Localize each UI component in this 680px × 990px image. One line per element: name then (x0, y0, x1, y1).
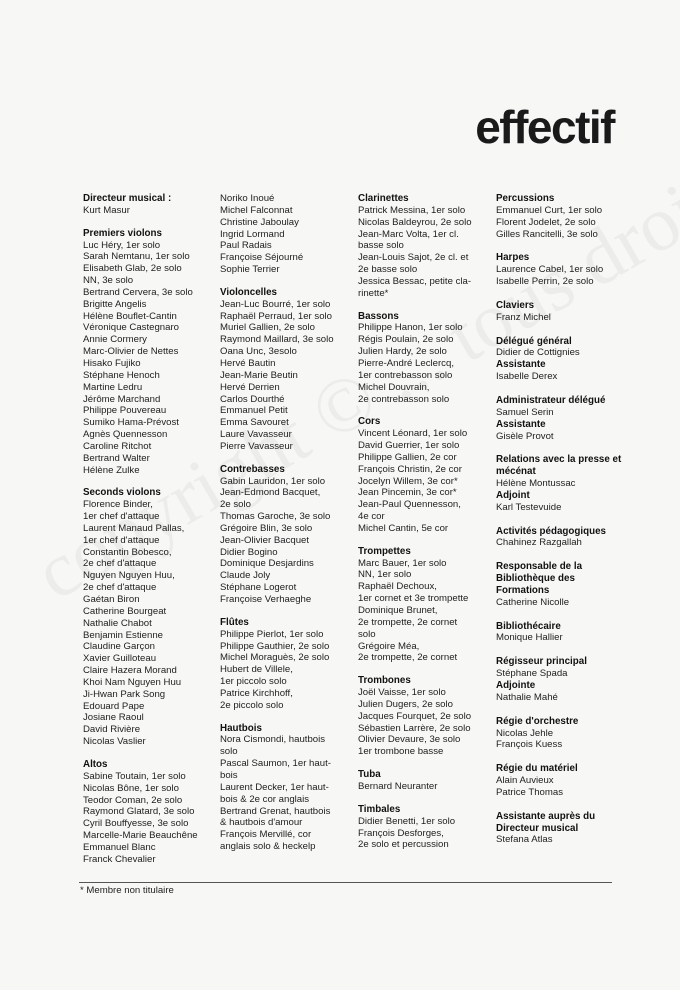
section-heading: Administrateur délégué (496, 394, 606, 406)
roster-line: 1er chef d'attaque (83, 511, 160, 523)
roster-line: Michel Cantin, 5e cor (358, 522, 449, 534)
roster-line: Catherine Nicolle (496, 596, 570, 608)
roster-line: Claire Hazera Morand (83, 665, 177, 677)
roster-line: Nicolas Vaslier (83, 736, 146, 748)
section-heading: Assistante auprès du Directeur musical (496, 810, 596, 834)
roster-line: Gilles Rancitelli, 3e solo (496, 228, 598, 240)
roster-line: Marcelle-Marie Beauchêne (83, 830, 198, 842)
roster-line: Raphaël Perraud, 1er solo (220, 310, 332, 322)
roster-line: Jean-Paul Quennesson, (358, 499, 461, 511)
roster-line: basse solo (358, 240, 404, 252)
roster-line: Philippe Pouvereau (83, 405, 167, 417)
roster-line: Grégoire Blin, 3e solo (220, 522, 313, 534)
roster-line: David Guerrier, 1er solo (358, 440, 460, 452)
section (83, 228, 211, 477)
roster-line: Constantin Bobesco, (83, 546, 172, 558)
roster-line: Philippe Hanon, 1er solo (358, 322, 463, 334)
roster-line: Claudine Garçon (83, 641, 155, 653)
section (496, 621, 624, 645)
section-heading: Harpes (496, 252, 530, 264)
roster-line: 1er piccolo solo (220, 676, 287, 688)
roster-line: bois (220, 769, 238, 781)
roster-line: Nathalie Chabot (83, 617, 152, 629)
roster-line: 2e chef d'attaque (83, 582, 157, 594)
roster-line: Claude Joly (220, 570, 271, 582)
roster-line: Luc Héry, 1er solo (83, 239, 161, 251)
roster-line: Kurt Masur (83, 204, 130, 216)
section (496, 336, 624, 360)
roster-line: François Mervillé, cor (220, 829, 312, 841)
roster-line: Jean-Olivier Bacquet (220, 534, 310, 546)
roster-line: Cyril Bouffyesse, 3e solo (83, 818, 189, 830)
roster-line: Emmanuel Curt, 1er solo (496, 204, 603, 216)
roster-line: Nguyen Nguyen Huu, (83, 570, 175, 582)
roster-line: Sophie Terrier (220, 264, 280, 276)
section (496, 359, 624, 383)
section (358, 769, 486, 793)
roster-line: Didier Benetti, 1er solo (358, 815, 456, 827)
roster-line: Stéphane Spada (496, 668, 568, 680)
roster-line: solo (358, 628, 376, 640)
section-heading: Régie d'orchestre (496, 715, 579, 727)
roster-line: Jessica Bessac, petite cla- (358, 275, 472, 287)
roster-line: François Kuess (496, 739, 563, 751)
section-heading: Régie du matériel (496, 763, 578, 775)
roster-line: Raymond Glatard, 3e solo (83, 806, 195, 818)
roster-line: 4e cor (358, 511, 385, 523)
section-heading: Cors (358, 416, 381, 428)
roster-line: Gabin Lauridon, 1er solo (220, 475, 326, 487)
roster-line: Nicolas Baldeyrou, 2e solo (358, 216, 472, 228)
section-heading: Flûtes (220, 616, 249, 628)
section-heading: Timbales (358, 803, 401, 815)
roster-line: Françoise Verhaeghe (220, 594, 312, 605)
section-heading: Adjointe (496, 680, 536, 691)
roster-line: Thomas Garoche, 3e solo (220, 511, 331, 523)
roster-line: solo (220, 746, 238, 758)
footnote-divider (79, 882, 612, 883)
roster-line: Edouard Pape (83, 700, 145, 712)
section (358, 311, 486, 406)
roster-line: rinette* (358, 287, 389, 299)
section-heading: Délégué général (496, 335, 572, 347)
roster-line: Muriel Gallien, 2e solo (220, 322, 315, 334)
roster-line: Samuel Serin (496, 406, 554, 418)
roster-line: Gaétan Biron (83, 594, 140, 605)
section (496, 811, 624, 847)
roster-line: 2e basse solo (358, 264, 418, 276)
roster-line: Nicolas Bône, 1er solo (83, 782, 179, 794)
section (496, 763, 624, 799)
roster-line: Pierre Vavasseur (220, 440, 293, 452)
roster-line: David Rivière (83, 724, 141, 736)
roster-line: Michel Douvrain, (358, 381, 430, 393)
roster-line: Jocelyn Willem, 3e cor* (358, 475, 458, 487)
roster-line: Olivier Devaure, 3e solo (358, 734, 461, 746)
section (496, 561, 624, 608)
roster-line: Emmanuel Blanc (83, 841, 156, 853)
roster-line: Laurent Manaud Pallas, (83, 522, 185, 534)
section-heading: Assistante (496, 359, 546, 371)
roster-line: bois & 2e cor anglais (220, 793, 310, 805)
section (496, 526, 624, 550)
section-heading: Régisseur principal (496, 656, 587, 668)
roster-line: Hubert de Villele, (220, 664, 293, 676)
roster-line: Vincent Léonard, 1er solo (358, 428, 468, 440)
roster-line: Emmanuel Petit (220, 405, 288, 417)
roster-line: Noriko Inoué (220, 193, 275, 204)
roster-line: Jean Pincemin, 3e cor* (358, 487, 457, 499)
roster-line: Stefana Atlas (496, 834, 553, 846)
section (358, 804, 486, 851)
roster-line: Sumiko Hama-Prévost (83, 417, 179, 429)
roster-line: 1er contrebasson solo (358, 369, 453, 381)
roster-line: 2e trompette, 2e cornet (358, 616, 458, 628)
section (496, 490, 624, 514)
roster-line: Florence Binder, (83, 499, 153, 511)
roster-line: Hervé Derrien (220, 381, 280, 393)
roster-line: Bernard Neuranter (358, 780, 438, 792)
section-heading: Tuba (358, 769, 381, 781)
section (496, 395, 624, 419)
section-heading: Bibliothécaire (496, 620, 561, 632)
roster-line: Jean-Luc Bourré, 1er solo (220, 298, 331, 310)
section-heading: Premiers violons (83, 227, 162, 239)
roster-line: Karl Testevuide (496, 501, 562, 513)
roster-line: anglais solo & heckelp (220, 841, 316, 853)
section (496, 193, 624, 240)
roster-line: Laure Vavasseur (220, 429, 292, 441)
column-4 (496, 193, 624, 846)
roster-line: & hautbois d'amour (220, 817, 303, 829)
roster-line: Régis Poulain, 2e solo (358, 334, 454, 346)
roster-line: Sébastien Larrère, 2e solo (358, 722, 471, 734)
roster-line: Michel Moraguès, 2e solo (220, 652, 330, 664)
roster-line: Raphaël Dechoux, (358, 581, 437, 593)
roster-line: Monique Hallier (496, 632, 563, 644)
roster-line: 1er trombone basse (358, 746, 444, 758)
roster-line: Sarah Nemtanu, 1er solo (83, 251, 190, 263)
section-heading: Violoncelles (220, 286, 277, 298)
roster-line: Véronique Castegnaro (83, 322, 180, 334)
section-heading: Directeur musical : (83, 193, 172, 204)
section (220, 617, 348, 712)
section (220, 723, 348, 853)
roster-line: 2e chef d'attaque (83, 558, 157, 570)
roster-line: Hervé Bautin (220, 357, 276, 369)
section (83, 759, 211, 866)
roster-line: Pascal Saumon, 1er haut- (220, 758, 331, 770)
section (358, 675, 486, 758)
section-heading: Trombones (358, 675, 411, 687)
roster-line: Emma Savouret (220, 417, 289, 429)
section (496, 252, 624, 288)
column-1 (83, 193, 211, 866)
section-heading: Percussions (496, 193, 555, 204)
section (358, 546, 486, 664)
section-heading: Assistante (496, 418, 546, 430)
roster-line: Florent Jodelet, 2e solo (496, 216, 596, 228)
roster-line: Caroline Ritchot (83, 440, 152, 452)
roster-line: Teodor Coman, 2e solo (83, 794, 183, 806)
section (358, 193, 486, 300)
section (358, 416, 486, 534)
roster-line: Benjamin Estienne (83, 629, 163, 641)
section-heading: Bassons (358, 310, 399, 322)
roster-line: Chahinez Razgallah (496, 537, 582, 549)
section-heading: Adjoint (496, 489, 530, 501)
roster-line: Raymond Maillard, 3e solo (220, 334, 334, 346)
roster-line: Jacques Fourquet, 2e solo (358, 710, 472, 722)
roster-line: Julien Hardy, 2e solo (358, 346, 447, 358)
roster-line: Didier de Cottignies (496, 347, 580, 359)
roster-line: Oana Unc, 3esolo (220, 346, 297, 358)
roster-line: Dominique Brunet, (358, 605, 438, 616)
roster-line: Jérôme Marchand (83, 393, 161, 405)
roster-line: Hélène Zulke (83, 464, 140, 476)
roster-line: 2e piccolo solo (220, 699, 284, 711)
roster-line: Marc Bauer, 1er solo (358, 557, 447, 569)
roster-line: Elisabeth Glab, 2e solo (83, 263, 182, 275)
roster-line: Hisako Fujiko (83, 357, 141, 369)
roster-line: 1er cornet et 3e trompette (358, 593, 469, 605)
roster-line: 2e trompette, 2e cornet (358, 652, 458, 664)
roster-line: Xavier Guilloteau (83, 653, 157, 665)
roster-line: Nathalie Mahé (496, 691, 558, 703)
roster-line: Nora Cismondi, hautbois (220, 734, 326, 746)
section (496, 656, 624, 680)
roster-line: Carlos Dourthé (220, 393, 285, 405)
roster-line: Patrice Kirchhoff, (220, 687, 293, 699)
roster-line: Franck Chevalier (83, 853, 156, 865)
roster-line: Isabelle Perrin, 2e solo (496, 276, 594, 288)
roster-line: Brigitte Angelis (83, 298, 147, 310)
roster-line: Stéphane Logerot (220, 582, 297, 594)
roster-line: Julien Dugers, 2e solo (358, 698, 453, 710)
section (220, 464, 348, 606)
roster-line: Martine Ledru (83, 381, 143, 393)
roster-line: Annie Cormery (83, 334, 147, 346)
roster-line: Bertrand Cervera, 3e solo (83, 286, 193, 298)
section (496, 300, 624, 324)
roster-line: 1er chef d'attaque (83, 534, 160, 546)
column-3 (358, 193, 486, 851)
roster-line: Khoi Nam Nguyen Huu (83, 676, 182, 688)
section-heading: Hautbois (220, 722, 262, 734)
section-heading: Contrebasses (220, 463, 285, 475)
roster-line: Patrice Thomas (496, 786, 564, 798)
roster-line: Jean-Edmond Bacquet, (220, 487, 321, 499)
roster-line: Paul Radais (220, 240, 272, 252)
roster-line: Grégoire Méa, (358, 640, 420, 652)
roster-line: Catherine Bourgeat (83, 605, 167, 617)
section (496, 716, 624, 752)
page-title: effectif (475, 101, 614, 153)
roster-line: Ji-Hwan Park Song (83, 688, 166, 700)
roster-line: Bertrand Grenat, hautbois (220, 805, 331, 817)
section-heading: Seconds violons (83, 487, 161, 499)
section (496, 680, 624, 704)
roster-line: Jean-Louis Sajot, 2e cl. et (358, 252, 469, 264)
roster-line: Bertrand Walter (83, 452, 150, 464)
roster-line: Patrick Messina, 1er solo (358, 204, 466, 216)
roster-line: Hélène Bouflet-Cantin (83, 310, 177, 322)
roster-line: Sabine Toutain, 1er solo (83, 770, 186, 782)
roster-line: Stéphane Henoch (83, 369, 160, 381)
roster-line: Josiane Raoul (83, 712, 144, 724)
roster-line: Agnès Quennesson (83, 429, 168, 441)
roster-line: François Christin, 2e cor (358, 463, 462, 475)
roster-line: 2e solo et percussion (358, 839, 449, 851)
roster-line: Françoise Séjourné (220, 252, 304, 264)
section (220, 287, 348, 453)
roster-line: Hélène Montussac (496, 478, 576, 490)
section (496, 454, 624, 490)
roster-line: Laurence Cabel, 1er solo (496, 264, 604, 276)
column-2 (220, 193, 348, 853)
roster-line: Christine Jaboulay (220, 216, 299, 228)
roster-line: 2e contrebasson solo (358, 393, 450, 405)
roster-line: Nicolas Jehle (496, 727, 554, 739)
section-heading: Claviers (496, 299, 535, 311)
section-heading: Relations avec la presse et mécénat (496, 454, 622, 478)
footnote: * Membre non titulaire (80, 885, 174, 896)
roster-line: Marc-Olivier de Nettes (83, 346, 179, 358)
roster-line: Joël Vaisse, 1er solo (358, 687, 446, 699)
roster-line: Alain Auvieux (496, 775, 554, 787)
roster-line: Pierre-André Leclercq, (358, 357, 454, 369)
roster-line: Gisèle Provot (496, 430, 554, 442)
roster-line: NN, 1er solo (358, 569, 412, 581)
roster-line: Ingrid Lormand (220, 228, 285, 240)
section (220, 193, 348, 276)
section-heading: Clarinettes (358, 193, 409, 204)
roster-line: Philippe Gallien, 2e cor (358, 451, 457, 463)
section-heading: Activités pédagogiques (496, 525, 606, 537)
section-heading: Trompettes (358, 545, 411, 557)
roster-line: Franz Michel (496, 311, 551, 323)
roster-line: Philippe Pierlot, 1er solo (220, 628, 324, 640)
roster-line: Michel Falconnat (220, 204, 293, 216)
roster-line: Isabelle Derex (496, 371, 558, 383)
roster-line: 2e solo (220, 499, 251, 511)
section-heading: Responsable de la Bibliothèque des Formations (496, 561, 583, 596)
section (83, 487, 211, 748)
roster-line: Philippe Gauthier, 2e solo (220, 640, 330, 652)
roster-line: Dominique Desjardins (220, 558, 314, 570)
roster-line: Jean-Marc Volta, 1er cl. (358, 228, 459, 240)
roster-line: Didier Bogino (220, 546, 278, 558)
section (496, 419, 624, 443)
roster-line: NN, 3e solo (83, 275, 134, 287)
roster-line: Jean-Marie Beutin (220, 369, 298, 381)
roster-line: François Desforges, (358, 827, 444, 839)
section-heading: Altos (83, 758, 108, 770)
roster-line: Laurent Decker, 1er haut- (220, 781, 329, 793)
section (83, 193, 211, 217)
